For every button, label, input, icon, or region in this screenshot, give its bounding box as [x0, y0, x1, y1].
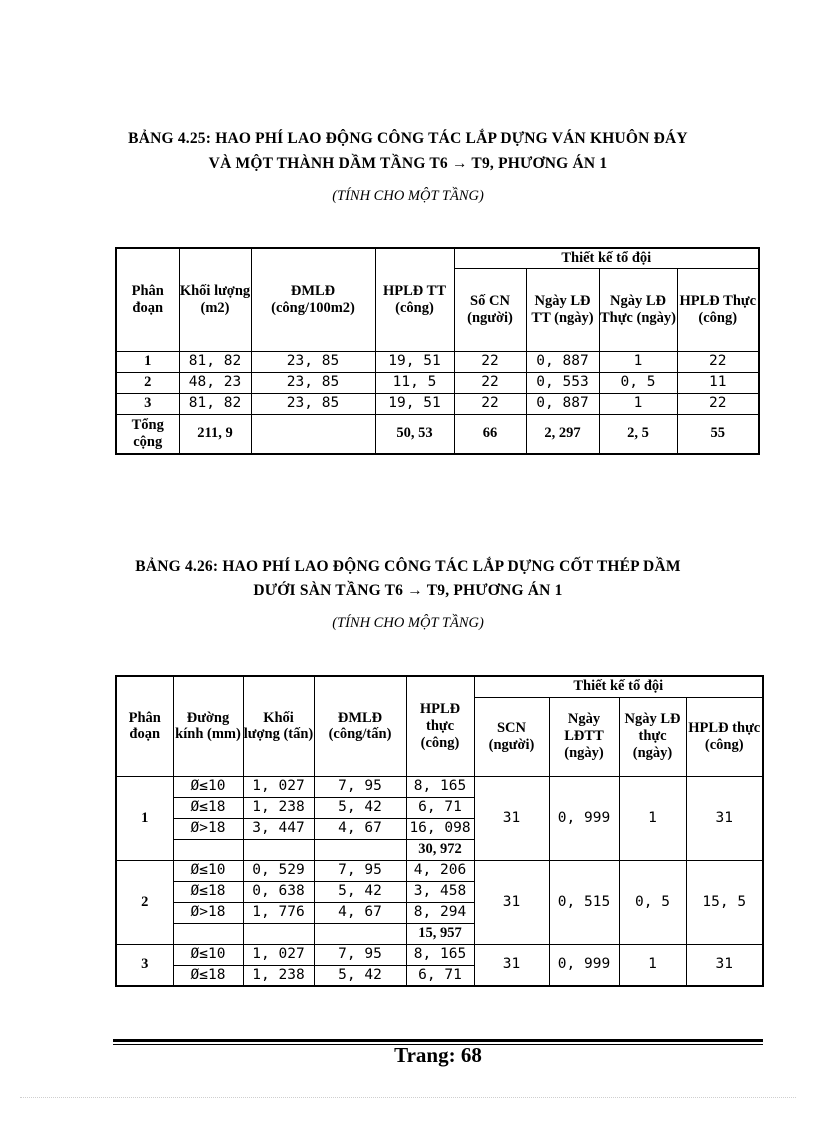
table2-header-segment: Phân đoạn [116, 676, 173, 776]
segment-cell: 3 [116, 944, 173, 986]
empty-cell [314, 839, 406, 860]
cell: 8, 165 [406, 944, 474, 965]
table2-header-labor: HPLĐ thực (công) [406, 676, 474, 776]
cell: 7, 95 [314, 944, 406, 965]
segment-cell: 2 [116, 860, 173, 944]
cell: 1, 238 [243, 797, 314, 818]
total-cell: 66 [454, 414, 526, 454]
table1-title-line2: VÀ MỘT THÀNH DẦM TẦNG T6 → T9, PHƯƠNG ÁN 1 [208, 155, 608, 172]
subtotal-cell: 30, 972 [406, 839, 474, 860]
cell: 4, 67 [314, 902, 406, 923]
total-cell: 211, 9 [179, 414, 251, 454]
segment-cell: 1 [116, 351, 179, 372]
cell: 1, 238 [243, 965, 314, 986]
cell: 7, 95 [314, 860, 406, 881]
team-cell: 15, 5 [686, 860, 763, 944]
cell: 19, 51 [375, 351, 454, 372]
cell: 0, 553 [526, 372, 599, 393]
cell: 1 [599, 351, 677, 372]
team-cell: 31 [474, 776, 549, 860]
cell: 0, 887 [526, 393, 599, 414]
table2-header-days-actual: Ngày LĐ thực (ngày) [619, 697, 686, 776]
cell: 0, 887 [526, 351, 599, 372]
table1-header-days-tt: Ngày LĐ TT (ngày) [526, 268, 599, 351]
cell: 0, 638 [243, 881, 314, 902]
team-cell: 0, 999 [549, 776, 619, 860]
cell: 5, 42 [314, 797, 406, 818]
table1-header-labor-actual: HPLĐ Thực (công) [677, 268, 759, 351]
cell: 1, 027 [243, 944, 314, 965]
empty-cell [243, 923, 314, 944]
total-label: Tổng cộng [116, 414, 179, 454]
diameter-cell: Ø≤18 [173, 881, 243, 902]
cell: 7, 95 [314, 776, 406, 797]
team-cell: 0, 999 [549, 944, 619, 986]
table2-header-volume: Khối lượng (tấn) [243, 676, 314, 776]
total-cell: 2, 297 [526, 414, 599, 454]
cell: 23, 85 [251, 351, 375, 372]
table1-subtitle: (TÍNH CHO MỘT TẦNG) [332, 188, 484, 204]
cell: 1, 776 [243, 902, 314, 923]
cell: 5, 42 [314, 881, 406, 902]
cell: 8, 294 [406, 902, 474, 923]
table-row [116, 351, 759, 372]
team-cell: 1 [619, 944, 686, 986]
table2 [115, 675, 764, 987]
segment-cell: 1 [116, 776, 173, 860]
cell: 11, 5 [375, 372, 454, 393]
table-row [116, 372, 759, 393]
cell: 23, 85 [251, 393, 375, 414]
cell: 22 [677, 393, 759, 414]
table1-title-line1: BẢNG 4.25: HAO PHÍ LAO ĐỘNG CÔNG TÁC LẮP DỰNG VÁN KHUÔN ĐÁY [128, 130, 688, 147]
empty-cell [173, 923, 243, 944]
team-cell: 31 [686, 776, 763, 860]
cell: 19, 51 [375, 393, 454, 414]
cell: 81, 82 [179, 393, 251, 414]
diameter-cell: Ø≤10 [173, 860, 243, 881]
team-cell: 31 [474, 944, 549, 986]
table-row [116, 393, 759, 414]
total-cell: 55 [677, 414, 759, 454]
cell: 16, 098 [406, 818, 474, 839]
table1-header-days-actual: Ngày LĐ Thực (ngày) [599, 268, 677, 351]
diameter-cell: Ø≤10 [173, 776, 243, 797]
team-cell: 1 [619, 776, 686, 860]
cell: 22 [454, 351, 526, 372]
cell: 8, 165 [406, 776, 474, 797]
table1-header-labor-tt: HPLĐ TT (công) [375, 248, 454, 351]
cell: 1, 027 [243, 776, 314, 797]
table1-group-header: Thiết kế tổ đội [454, 248, 759, 268]
cell: 22 [677, 351, 759, 372]
table2-header-days-tt: Ngày LĐTT (ngày) [549, 697, 619, 776]
table-row [116, 944, 763, 965]
cell: 6, 71 [406, 965, 474, 986]
empty-cell [314, 923, 406, 944]
table2-header-norm: ĐMLĐ (công/tấn) [314, 676, 406, 776]
diameter-cell: Ø≤18 [173, 797, 243, 818]
subtotal-cell: 15, 957 [406, 923, 474, 944]
cell: 23, 85 [251, 372, 375, 393]
total-cell: 2, 5 [599, 414, 677, 454]
diameter-cell: Ø>18 [173, 818, 243, 839]
table2-group-header: Thiết kế tổ đội [474, 676, 763, 697]
cell: 5, 42 [314, 965, 406, 986]
team-cell: 0, 5 [619, 860, 686, 944]
empty-cell [243, 839, 314, 860]
cell: 11 [677, 372, 759, 393]
table1-header-workers: Số CN (người) [454, 268, 526, 351]
table2-header-workers: SCN (người) [474, 697, 549, 776]
table2-header-labor-actual: HPLĐ thực (công) [686, 697, 763, 776]
empty-cell [173, 839, 243, 860]
page-edge-divider [20, 1097, 796, 1098]
cell: 4, 67 [314, 818, 406, 839]
table1-header-segment: Phân đoạn [116, 248, 179, 351]
table2-subtitle: (TÍNH CHO MỘT TẦNG) [332, 615, 484, 631]
total-cell: 50, 53 [375, 414, 454, 454]
team-cell: 31 [474, 860, 549, 944]
cell: 1 [599, 393, 677, 414]
table-row [116, 776, 763, 797]
segment-cell: 2 [116, 372, 179, 393]
cell: 0, 529 [243, 860, 314, 881]
cell: 48, 23 [179, 372, 251, 393]
table2-header-diameter: Đường kính (mm) [173, 676, 243, 776]
cell: 6, 71 [406, 797, 474, 818]
cell: 22 [454, 372, 526, 393]
cell: 3, 447 [243, 818, 314, 839]
diameter-cell: Ø≤10 [173, 944, 243, 965]
cell: 22 [454, 393, 526, 414]
table1-header-volume: Khối lượng (m2) [179, 248, 251, 351]
table1-header-norm: ĐMLĐ (công/100m2) [251, 248, 375, 351]
table2-title-line1: BẢNG 4.26: HAO PHÍ LAO ĐỘNG CÔNG TÁC LẮP DỰNG CỐT THÉP DẦM [135, 558, 681, 575]
table-row [116, 860, 763, 881]
team-cell: 31 [686, 944, 763, 986]
cell: 0, 5 [599, 372, 677, 393]
total-cell [251, 414, 375, 454]
table2-title-line2: DƯỚI SÀN TẦNG T6 → T9, PHƯƠNG ÁN 1 [253, 582, 563, 599]
footer-rule [113, 1039, 763, 1042]
cell: 3, 458 [406, 881, 474, 902]
total-row [116, 414, 759, 454]
table1 [115, 247, 760, 455]
diameter-cell: Ø>18 [173, 902, 243, 923]
segment-cell: 3 [116, 393, 179, 414]
cell: 4, 206 [406, 860, 474, 881]
cell: 81, 82 [179, 351, 251, 372]
page-number: Trang: 68 [394, 1043, 482, 1067]
diameter-cell: Ø≤18 [173, 965, 243, 986]
team-cell: 0, 515 [549, 860, 619, 944]
